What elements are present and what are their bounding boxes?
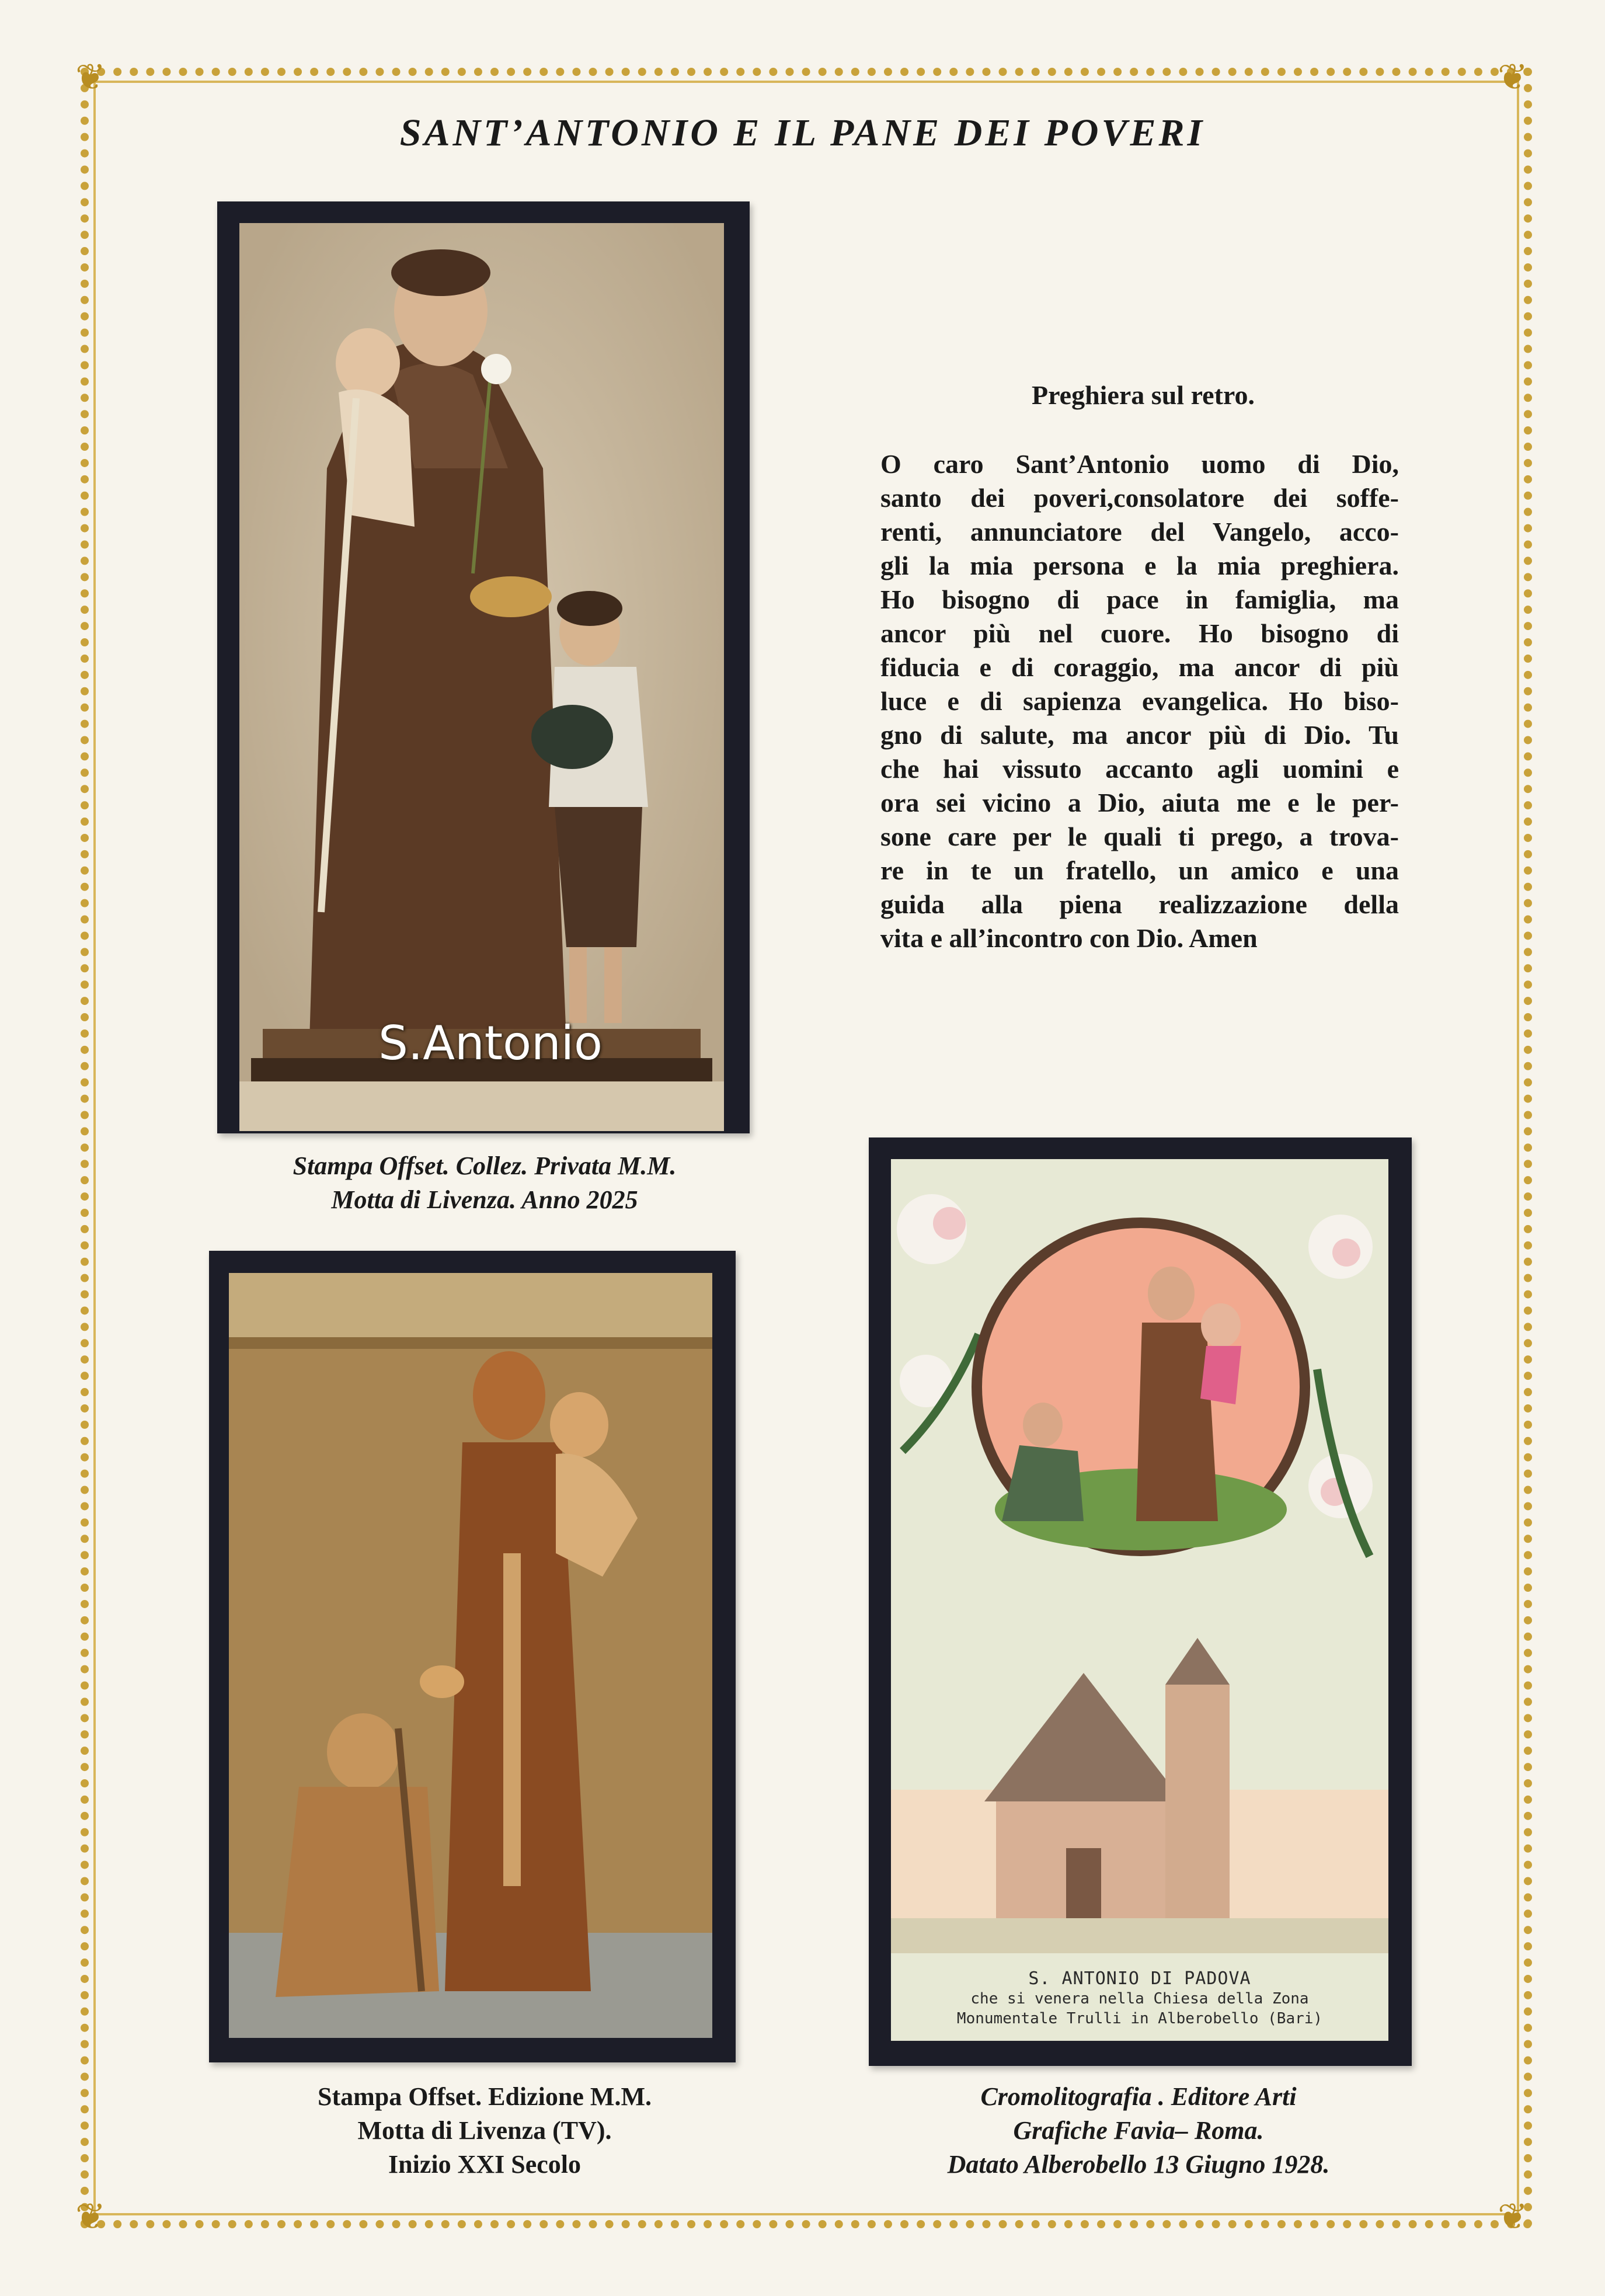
wood-carving-card-image [229,1273,712,2038]
wood-carving-illustration [229,1273,712,2038]
chromolithograph-card-image [891,1159,1388,2041]
caption-line: Datato Alberobello 13 Giugno 1928. [947,2150,1330,2179]
fleur-corner-icon: ❦ [1498,2197,1528,2237]
prayer-line: O caro Sant’Antonio uomo di Dio, [880,449,1399,479]
prayer-line: ora sei vicino a Dio, aiuta me e le per- [880,788,1399,817]
caption-line: Stampa Offset. Edizione M.M. [318,2082,652,2111]
prayer-heading: Preghiera sul retro. [1032,380,1255,410]
prayer-line: re in te un fratello, un amico e una [880,855,1399,885]
print-title: S. ANTONIO DI PADOVA [1028,1968,1251,1989]
fleur-corner-icon: ❦ [1498,58,1528,98]
fleur-corner-icon: ❦ [75,2197,106,2237]
fleur-corner-icon: ❦ [75,58,106,98]
caption-line: Motta di Livenza (TV). [357,2116,612,2145]
statue-label: S.Antonio [378,1016,603,1070]
caption-line: Cromolitografia . Editore Arti [980,2082,1297,2111]
print-line: Monumentale Trulli in Alberobello (Bari) [956,2010,1323,2027]
page-title: SANT’ANTONIO E IL PANE DEI POVERI [399,112,1206,154]
card1-caption [199,1149,771,1217]
statue-card-image [239,223,724,1131]
prayer-text [880,447,1399,955]
chromolithograph-illustration [891,1159,1388,2041]
card3-caption [858,2080,1419,2182]
prayer-line: renti, annunciatore del Vangelo, acco- [880,517,1399,547]
card2-caption [199,2080,771,2182]
prayer-line: gno di salute, ma ancor più di Dio. Tu [880,720,1399,750]
prayer-line: Ho bisogno di pace in famiglia, ma [880,585,1399,614]
prayer-line: gli la mia persona e la mia preghiera. [880,551,1399,580]
caption-line: Grafiche Favia– Roma. [1013,2116,1264,2145]
prayer-line: fiducia e di coraggio, ma ancor di più [880,652,1399,682]
prayer-line: santo dei poveri,consolatore dei soffe- [880,483,1399,513]
caption-line: Motta di Livenza. Anno 2025 [331,1185,638,1214]
prayer-line: guida alla piena realizzazione della [880,889,1399,919]
caption-line: Inizio XXI Secolo [388,2150,581,2179]
print-line: che si venera nella Chiesa della Zona [970,1990,1309,2008]
statue-illustration [239,223,724,1131]
prayer-line: ancor più nel cuore. Ho bisogno di [880,618,1399,648]
card3-print-caption [902,1969,1377,2029]
prayer-line: vita e all’incontro con Dio. Amen [880,923,1258,953]
caption-line: Stampa Offset. Collez. Privata M.M. [293,1152,677,1180]
prayer-line: luce e di sapienza evangelica. Ho biso- [880,686,1399,716]
prayer-line: che hai vissuto accanto agli uomini e [880,754,1399,784]
prayer-line: sone care per le quali ti prego, a trova- [880,822,1399,851]
